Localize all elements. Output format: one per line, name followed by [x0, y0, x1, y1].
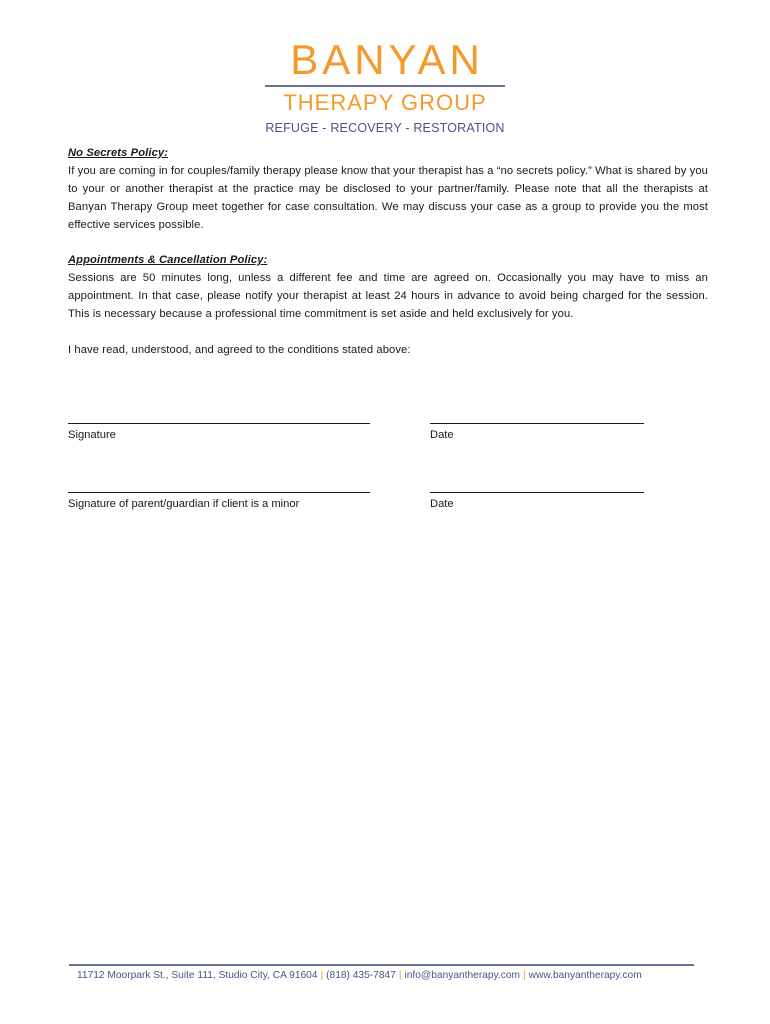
footer-email[interactable]: info@banyantherapy.com — [404, 970, 520, 981]
logo-tagline: REFUGE - RECOVERY - RESTORATION — [265, 121, 505, 135]
client-date-line[interactable] — [430, 413, 644, 424]
logo-main-text: BANYAN — [290, 36, 484, 83]
footer-website[interactable]: www.banyantherapy.com — [528, 970, 642, 981]
logo-divider — [265, 85, 504, 87]
spacer — [68, 234, 708, 251]
logo-sub-text: THERAPY GROUP — [283, 90, 487, 115]
guardian-date-line[interactable] — [430, 482, 644, 493]
client-signature-block — [68, 413, 370, 444]
footer-separator: | — [398, 970, 402, 981]
client-date-label: Date — [430, 429, 454, 441]
footer-separator: | — [522, 970, 526, 981]
no-secrets-body: If you are coming in for couples/family therapy please know that your therapist has a “no secrets policy.” What is shared by you to your or another therapist at the practice may be disclosed to your partner/family. Please note that all the therapists at Banyan Therapy Group meet together for case consultation. We may discuss your case as a group to provide you the most effective services possible. — [68, 165, 708, 231]
footer-address: 11712 Moorpark St., Suite 111, Studio City, CA 91604 — [77, 970, 318, 981]
guardian-signature-line[interactable] — [68, 482, 370, 493]
client-date-block — [430, 413, 644, 444]
footer-divider — [69, 964, 694, 966]
footer-phone: (818) 435-7847 — [326, 970, 396, 981]
footer-separator: | — [320, 970, 324, 981]
guardian-signature-block — [68, 482, 370, 513]
guardian-date-label: Date — [430, 498, 454, 510]
guardian-date-block — [430, 482, 644, 513]
guardian-signature-label: Signature of parent/guardian if client is a minor — [68, 498, 300, 510]
appointments-heading: Appointments & Cancellation Policy: — [68, 254, 268, 266]
client-signature-line[interactable] — [68, 413, 370, 424]
agreement-statement: I have read, understood, and agreed to the conditions stated above: — [68, 344, 411, 356]
logo — [0, 38, 770, 137]
client-signature-label: Signature — [68, 429, 116, 441]
appointments-body: Sessions are 50 minutes long, unless a different fee and time are agreed on. Occasionally you may have to miss an appointment. In that case, please notify your therapist at least 24 hours in advance to avoid being charged for the session. This is necessary because a professional time commitment is set aside and held exclusively for you. — [68, 272, 708, 320]
footer — [77, 969, 642, 983]
no-secrets-heading: No Secrets Policy: — [68, 147, 169, 159]
policy-content — [68, 144, 708, 359]
spacer — [68, 323, 708, 341]
